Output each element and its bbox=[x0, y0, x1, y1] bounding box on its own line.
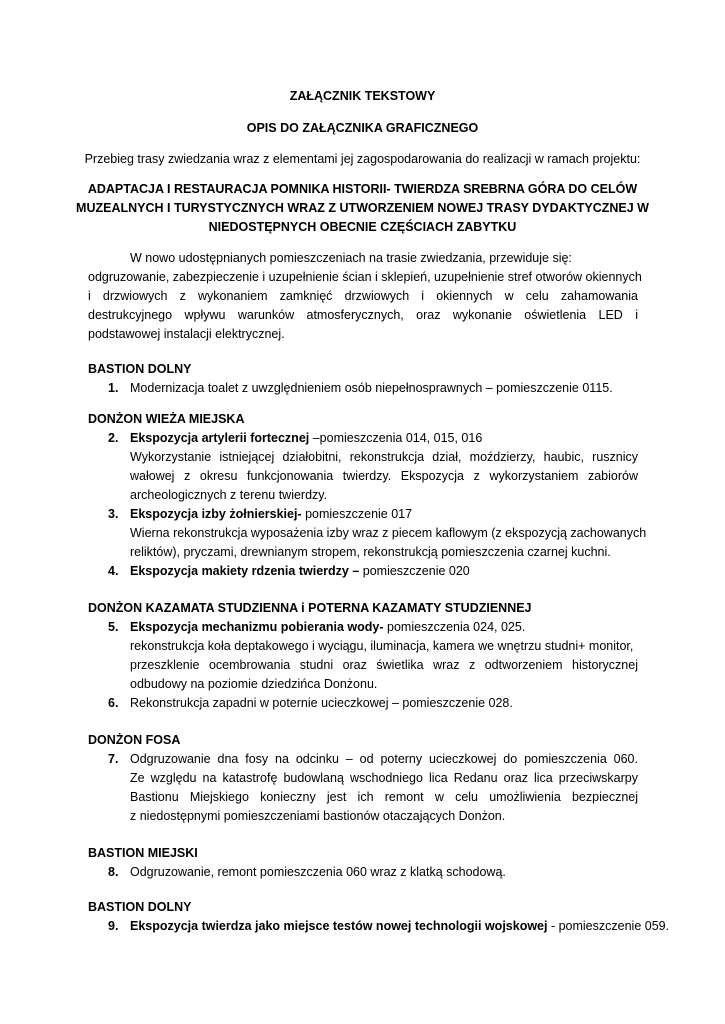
item-number: 6. bbox=[108, 696, 119, 710]
item-title bbox=[130, 506, 412, 522]
item-text: przeszklenie ocembrowania studni oraz świetlika wraz z odtworzeniem historycznej bbox=[130, 658, 638, 672]
item-title-bold: Ekspozycja artylerii fortecznej bbox=[130, 431, 310, 445]
item-text: z niedostępnymi pomieszczeniami bastionów otaczających Donżon. bbox=[130, 809, 506, 823]
intro-text: Przebieg trasy zwiedzania wraz z elementami jej zagospodarowania do realizacji w ramach projektu: bbox=[84, 152, 641, 166]
item-text: rekonstrukcja koła deptakowego i wyciągu, iluminacja, kamera we wnętrzu studni+ monitor, bbox=[130, 639, 634, 653]
item-text: Wykorzystanie istniejącej działobitni, rekonstrukcja dział, moździerzy, haubic, rusznicy bbox=[130, 450, 638, 464]
item-number: 5. bbox=[108, 620, 119, 634]
paragraph-line: destrukcyjnego wpływu warunków atmosferycznych, oraz wykonanie oświetlenia LED i bbox=[88, 308, 638, 322]
item-text: Rekonstrukcja zapadni w poternie ucieczkowej – pomieszczenie 028. bbox=[130, 696, 513, 710]
item-text: Bastionu Miejskiego konieczny jest ich remont w celu umożliwienia bezpiecznej bbox=[130, 790, 638, 804]
section-heading: BASTION MIEJSKI bbox=[88, 846, 198, 860]
item-title bbox=[130, 918, 669, 934]
item-title bbox=[130, 430, 482, 446]
item-number: 1. bbox=[108, 381, 119, 395]
item-number: 2. bbox=[108, 431, 119, 445]
item-text: Odgruzowanie, remont pomieszczenia 060 wraz z klatką schodową. bbox=[130, 865, 506, 879]
paragraph-line: podstawowej instalacji elektrycznej. bbox=[88, 327, 285, 341]
item-text: Modernizacja toalet z uwzględnieniem osób niepełnosprawnych – pomieszczenie 0115. bbox=[130, 381, 613, 395]
item-title-bold: Ekspozycja makiety rdzenia twierdzy – bbox=[130, 564, 360, 578]
item-title-rest: - pomieszczenie 059. bbox=[547, 919, 670, 933]
item-text: archeologicznych z terenu twierdzy. bbox=[130, 488, 328, 502]
section-heading: BASTION DOLNY bbox=[88, 362, 192, 376]
item-title-rest: –pomieszczenia 014, 015, 016 bbox=[309, 431, 483, 445]
item-title-rest: pomieszczenie 017 bbox=[301, 507, 413, 521]
item-title-bold: Ekspozycja twierdza jako miejsce testów nowej technologii wojskowej bbox=[130, 919, 548, 933]
paragraph-line: i drzwiowych z wykonaniem zamknięć drzwiowych i okiennych w celu zahamowania bbox=[88, 289, 638, 303]
item-number: 8. bbox=[108, 865, 119, 879]
section-heading: DONŻON KAZAMATA STUDZIENNA i POTERNA KAZAMATY STUDZIENNEJ bbox=[88, 601, 532, 615]
item-title-bold: Ekspozycja mechanizmu pobierania wody- bbox=[130, 620, 384, 634]
section-heading: DONŻON WIEŻA MIEJSKA bbox=[88, 412, 245, 426]
item-title-rest: pomieszczenie 020 bbox=[359, 564, 470, 578]
item-number: 4. bbox=[108, 564, 119, 578]
paragraph-line: W nowo udostępnianych pomieszczeniach na trasie zwiedzania, przewiduje się: bbox=[130, 251, 572, 265]
section-heading: BASTION DOLNY bbox=[88, 900, 192, 914]
item-text: odbudowy na poziomie dziedzińca Donżonu. bbox=[130, 677, 378, 691]
project-title-line: MUZEALNYCH I TURYSTYCZNYCH WRAZ Z UTWORZENIEM NOWEJ TRASY DYDAKTYCZNEJ W bbox=[76, 201, 649, 215]
section-heading: DONŻON FOSA bbox=[88, 733, 181, 747]
item-title-bold: Ekspozycja izby żołnierskiej- bbox=[130, 507, 302, 521]
item-text: Wierna rekonstrukcja wyposażenia izby wraz z piecem kaflowym (z ekspozycją zachowanych bbox=[130, 526, 647, 540]
item-text: Ze względu na katastrofę budowlaną wschodniego lica Redanu oraz lica przeciwskarpy bbox=[130, 771, 638, 785]
item-text: reliktów), pryczami, drewnianym stropem, rekonstrukcją pomieszczenia czarnej kuchni. bbox=[130, 545, 611, 559]
item-number: 7. bbox=[108, 752, 119, 766]
item-title bbox=[130, 619, 525, 635]
item-text: wałowej z okresu funkcjonowania twierdzy. Ekspozycja z wykorzystaniem zabiorów bbox=[130, 469, 638, 483]
item-number: 3. bbox=[108, 507, 119, 521]
item-number: 9. bbox=[108, 919, 119, 933]
item-title-rest: pomieszczenia 024, 025. bbox=[383, 620, 526, 634]
project-title-line: NIEDOSTĘPNYCH OBECNIE CZĘŚCIACH ZABYTKU bbox=[208, 220, 517, 234]
item-text: Odgruzowanie dna fosy na odcinku – od poterny ucieczkowej do pomieszczenia 060. bbox=[130, 752, 638, 766]
item-title bbox=[130, 563, 470, 579]
document-subtitle: OPIS DO ZAŁĄCZNIKA GRAFICZNEGO bbox=[246, 121, 479, 135]
document-title: ZAŁĄCZNIK TEKSTOWY bbox=[289, 89, 436, 103]
paragraph-line: odgruzowanie, zabezpieczenie i uzupełnienie ścian i sklepień, uzupełnienie stref otworów okiennych bbox=[88, 270, 642, 284]
project-title-line: ADAPTACJA I RESTAURACJA POMNIKA HISTORII- TWIERDZA SREBRNA GÓRA DO CELÓW bbox=[87, 182, 638, 196]
